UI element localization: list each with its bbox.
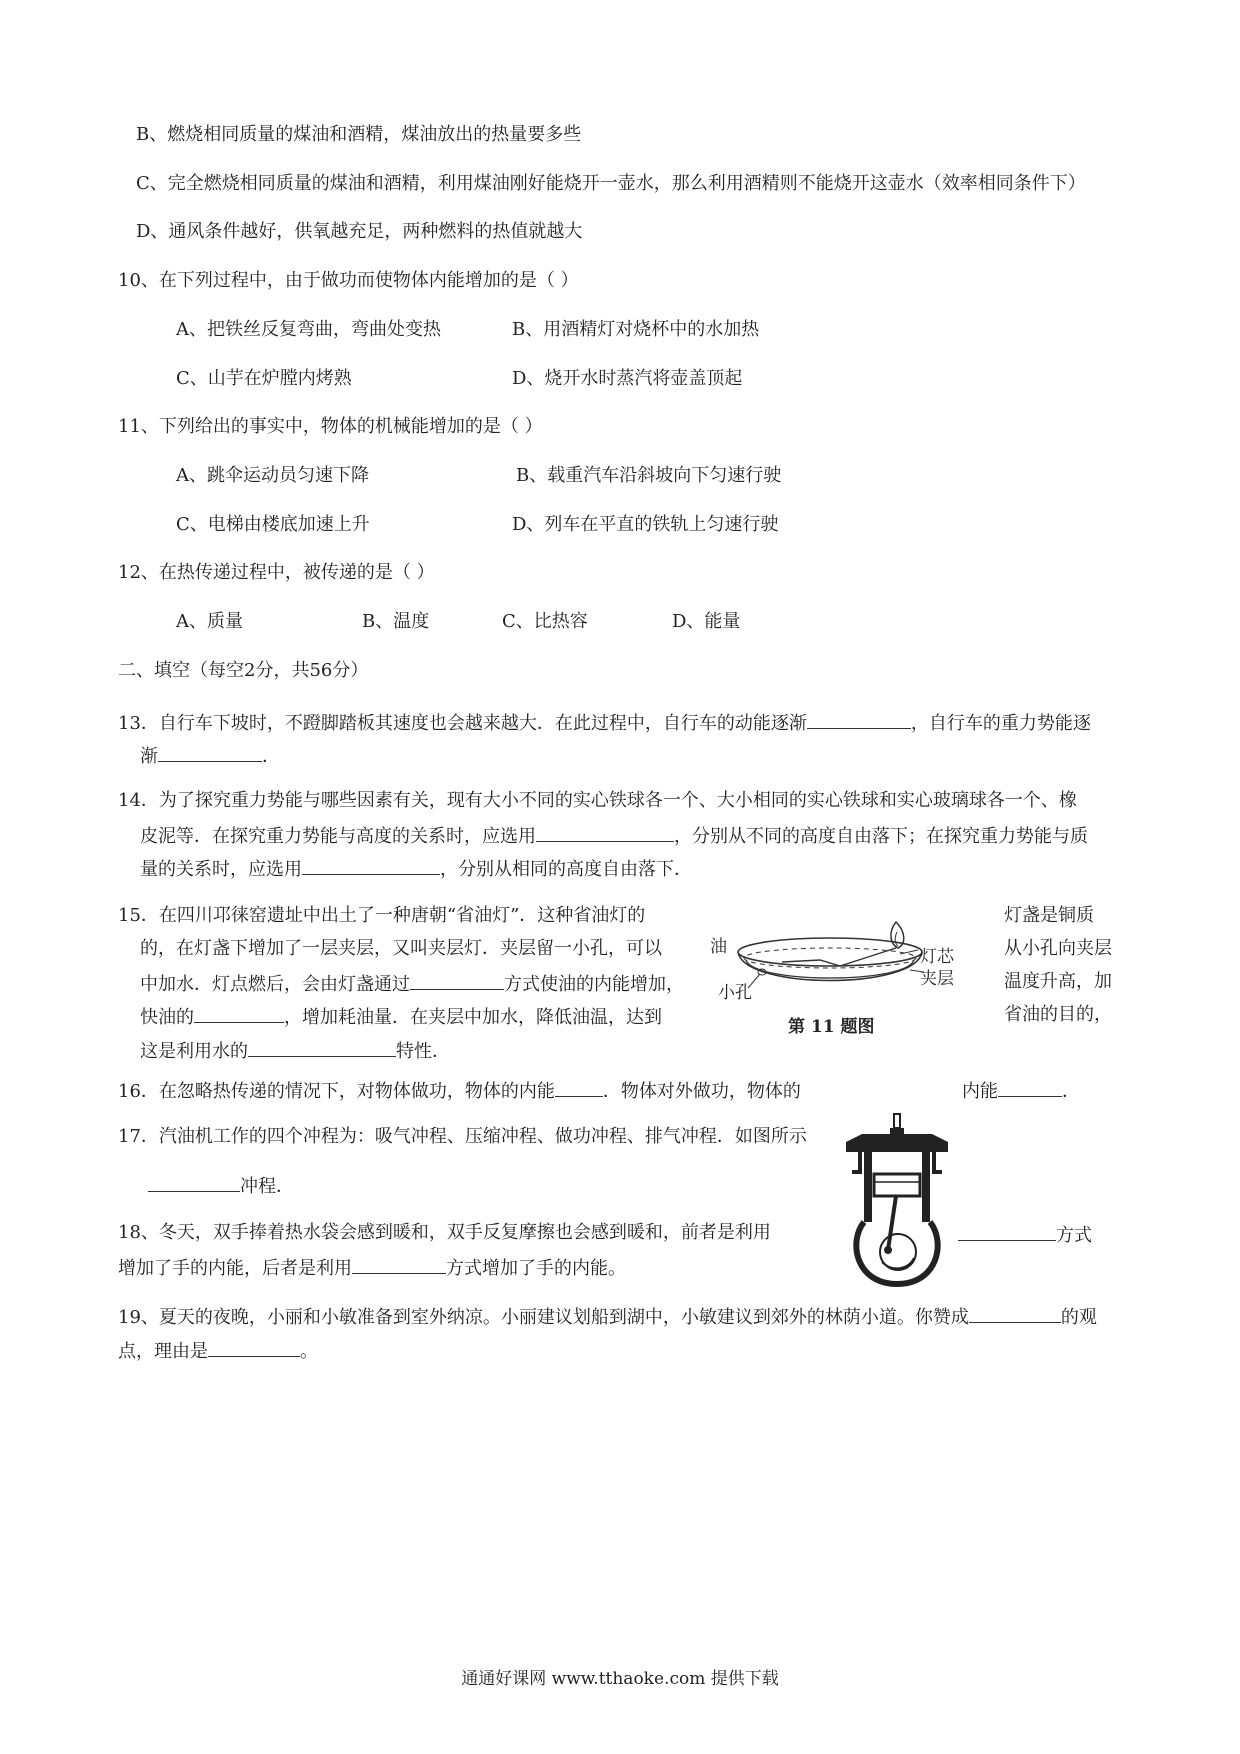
q15-line2: 的，在灯盏下增加了一层夹层，又叫夹层灯．夹层留一小孔，可以 — [140, 938, 662, 959]
q16-line-right — [962, 1080, 1080, 1101]
q16-blank-1[interactable] — [555, 1080, 603, 1097]
q17-blank[interactable] — [148, 1175, 240, 1192]
q19-text-1: 19、夏天的夜晚，小丽和小敏准备到室外纳凉。小丽建议划船到湖中，小敏建议到郊外的林荫小道。你赞成 — [118, 1307, 969, 1328]
q15-line3-right: 温度升高，加 — [1004, 971, 1112, 992]
q19-text-4: 。 — [300, 1341, 318, 1362]
q15-line3 — [140, 973, 684, 994]
q12-option-a: A、质量 — [176, 611, 243, 632]
q14-text-4: ，分别从相同的高度自由落下． — [440, 859, 692, 880]
q12-option-b: B、温度 — [362, 611, 430, 632]
q14-line1: 14．为了探究重力势能与哪些因素有关，现有大小不同的实心铁球各一个、大小相同的实心铁球和实心玻璃球各一个、橡 — [118, 790, 1077, 811]
q12-option-c: C、比热容 — [502, 611, 588, 632]
q15-line5 — [140, 1040, 450, 1061]
q14-text-1: 皮泥等．在探究重力势能与高度的关系时，应选用 — [140, 826, 536, 847]
q18-line2 — [118, 1257, 626, 1278]
q15-line4-right: 省油的目的， — [1004, 1004, 1112, 1025]
q14-line2 — [140, 825, 1088, 846]
q16-blank-2[interactable] — [998, 1080, 1062, 1097]
figure-label-layer: 夹层 — [920, 969, 954, 989]
q14-blank-2[interactable] — [302, 858, 440, 875]
q11-option-d: D、列车在平直的铁轨上匀速行驶 — [512, 514, 779, 535]
figure-label-wick: 灯芯 — [920, 947, 954, 967]
q9-option-c: C、完全燃烧相同质量的煤油和酒精，利用煤油刚好能烧开一壶水，那么利用酒精则不能烧开这壶水（效率相同条件下） — [136, 173, 1086, 194]
engine-figure — [838, 1112, 958, 1292]
q16-text-4: ． — [1062, 1081, 1080, 1102]
q16-text-1: 16．在忽略热传递的情况下，对物体做功，物体的内能 — [118, 1081, 555, 1102]
q17-text: 冲程． — [240, 1176, 294, 1197]
q10-option-c: C、山芋在炉膛内烤熟 — [176, 368, 352, 389]
q13-blank-2[interactable] — [158, 745, 262, 762]
page-footer: 通通好课网 www.tthaoke.com 提供下载 — [461, 1669, 779, 1689]
q15-text-3: 快油的 — [140, 1007, 194, 1028]
q15-text-2: 方式使油的内能增加， — [504, 974, 684, 995]
figure-label-hole: 小孔 — [718, 983, 752, 1003]
q15-line1: 15．在四川邛徕窑遗址中出土了一种唐朝“省油灯”．这种省油灯的 — [118, 905, 646, 926]
q15-text-1: 中加水．灯点燃后，会由灯盏通过 — [140, 974, 410, 995]
q18-line1: 18、冬天，双手捧着热水袋会感到暖和，双手反复摩擦也会感到暖和，前者是利用 — [118, 1222, 771, 1243]
q11-option-c: C、电梯由楼底加速上升 — [176, 514, 370, 535]
q10-option-a: A、把铁丝反复弯曲，弯曲处变热 — [176, 319, 441, 340]
q13-line1 — [118, 712, 1091, 733]
q18-blank-1[interactable] — [958, 1224, 1056, 1241]
q9-option-b: B、燃烧相同质量的煤油和酒精，煤油放出的热量要多些 — [136, 124, 582, 145]
figure-caption: 第 11 题图 — [788, 1017, 875, 1037]
q19-line1 — [118, 1306, 1097, 1327]
q16-text-2: ．物体对外做功，物体的 — [602, 1081, 801, 1102]
q18-line1-right — [958, 1224, 1092, 1245]
q17-line2 — [148, 1175, 294, 1196]
q15-blank-1[interactable] — [410, 973, 504, 990]
q14-blank-1[interactable] — [536, 825, 674, 842]
q16-line — [118, 1080, 801, 1101]
section-heading: 二、填空（每空2分，共56分） — [118, 660, 369, 681]
figure-label-oil: 油 — [710, 937, 727, 957]
q13-text-1: 13．自行车下坡时，不蹬脚踏板其速度也会越来越大．在此过程中，自行车的动能逐渐 — [118, 713, 807, 734]
q15-line1-right: 灯盏是铜质 — [1004, 905, 1094, 926]
q19-text-2: 的观 — [1060, 1307, 1097, 1328]
q9-option-d: D、通风条件越好，供氧越充足，两种燃料的热值就越大 — [136, 221, 583, 242]
q15-blank-2[interactable] — [194, 1006, 284, 1023]
q15-text-4: ，增加耗油量．在夹层中加水，降低油温，达到 — [284, 1007, 662, 1028]
q15-text-5: 这是利用水的 — [140, 1041, 248, 1062]
q15-text-6: 特性． — [396, 1041, 450, 1062]
q18-text-3: 方式增加了手的内能。 — [446, 1258, 626, 1279]
q14-text-2: ，分别从不同的高度自由落下；在探究重力势能与质 — [674, 826, 1088, 847]
q17-line1: 17．汽油机工作的四个冲程为：吸气冲程、压缩冲程、做功冲程、排气冲程．如图所示 — [118, 1126, 807, 1147]
q15-line4 — [140, 1006, 662, 1027]
q14-text-3: 量的关系时，应选用 — [140, 859, 302, 880]
q15-line2-right: 从小孔向夹层 — [1004, 938, 1112, 959]
q13-text-2: ，自行车的重力势能逐 — [910, 713, 1091, 734]
q11-option-b: B、载重汽车沿斜坡向下匀速行驶 — [516, 465, 782, 486]
q13-blank-1[interactable] — [807, 712, 911, 729]
q16-text-3: 内能 — [962, 1081, 998, 1102]
q19-blank-2[interactable] — [208, 1340, 300, 1357]
q10-option-b: B、用酒精灯对烧杯中的水加热 — [512, 319, 760, 340]
q11-option-a: A、跳伞运动员匀速下降 — [176, 465, 369, 486]
q15-blank-3[interactable] — [248, 1040, 396, 1057]
q10-option-d: D、烧开水时蒸汽将壶盖顶起 — [512, 368, 743, 389]
q11-stem: 11、下列给出的事实中，物体的机械能增加的是（ ） — [118, 416, 543, 437]
q13-line2: 渐 ． — [140, 746, 280, 767]
q10-stem: 10、在下列过程中，由于做功而使物体内能增加的是（ ） — [118, 270, 579, 291]
q18-blank-2[interactable] — [352, 1257, 446, 1274]
q18-text-1: 方式 — [1056, 1225, 1092, 1246]
q13-text-3: 渐 — [140, 746, 158, 767]
q12-option-d: D、能量 — [672, 611, 741, 632]
q19-text-3: 点，理由是 — [118, 1341, 208, 1362]
q19-line2 — [118, 1340, 318, 1361]
q12-stem: 12、在热传递过程中，被传递的是（ ） — [118, 562, 435, 583]
q14-line3 — [140, 858, 692, 879]
q18-text-2: 增加了手的内能，后者是利用 — [118, 1258, 352, 1279]
q19-blank-1[interactable] — [969, 1306, 1061, 1323]
